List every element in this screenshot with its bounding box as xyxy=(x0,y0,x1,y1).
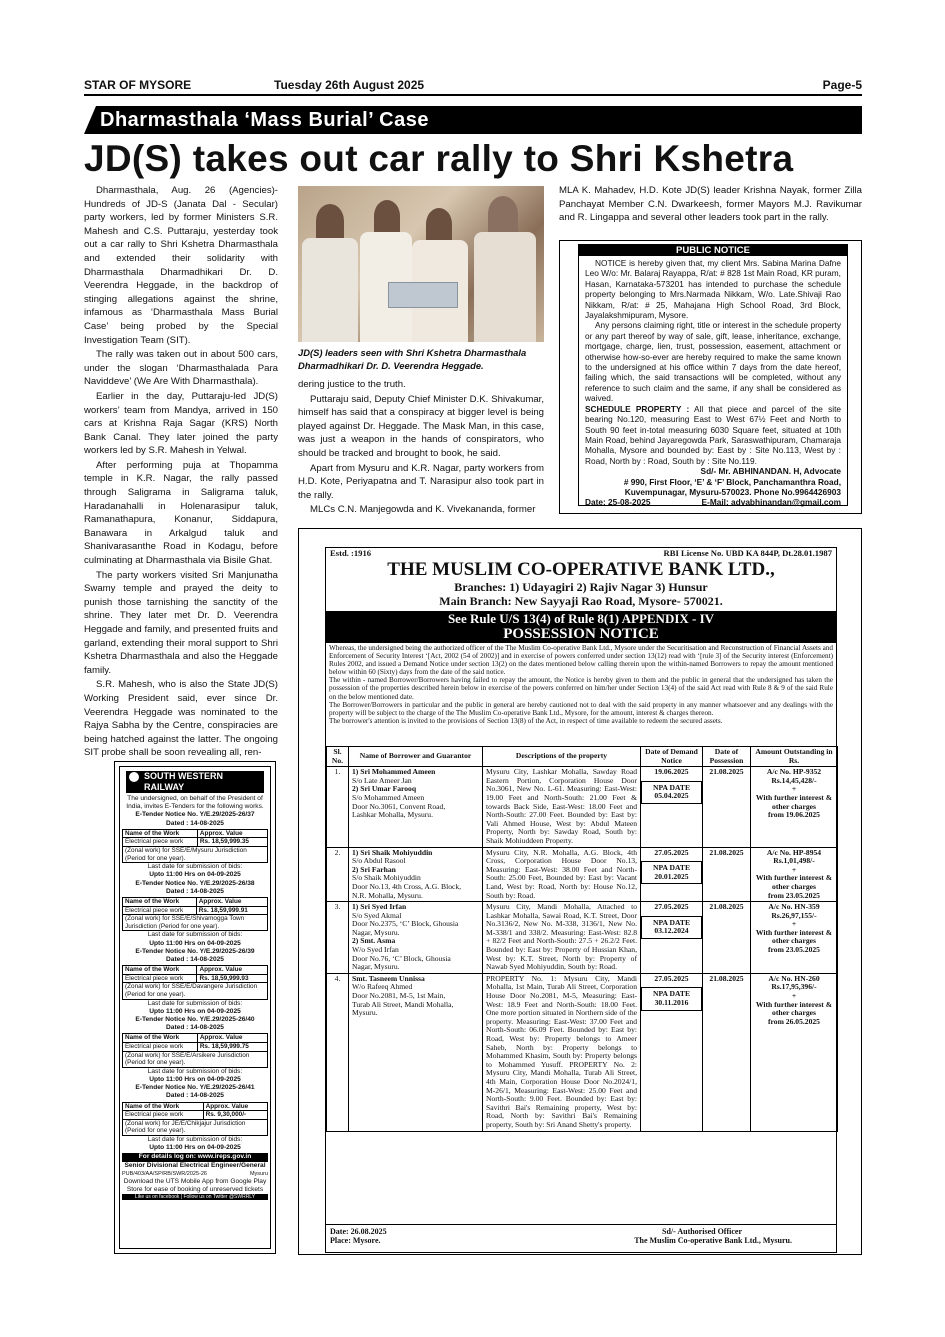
interest-from: from 19.06.2025 xyxy=(768,810,820,820)
story-column-2 xyxy=(298,378,544,518)
tender-value: Rs. 18,59,999.93 xyxy=(197,974,268,983)
story-paragraph: The rally was taken out in about 500 cars, under the slogan ‘Dharmasthalada Para Naviddeve’ (We Are With Dharmasthala). xyxy=(84,349,278,388)
tender-value: Rs. 18,59,999.35 xyxy=(197,838,267,847)
plus-sign: + xyxy=(791,991,797,1001)
borrower-line: Nagar, Mysuru. xyxy=(352,962,400,972)
sl-no: 3. xyxy=(327,902,349,974)
tender-deadline: Upto 11:00 Hrs on 04-09-2025 xyxy=(149,1075,241,1083)
notice-paragraph: The within - named Borrower/Borrowers having failed to repay the amount, the Notice is hereby given to them and the public in general that the undersigned has taken the possession of the properties described herein below in exercise of the powers conferred on him/her under Section 13(4) of the said Act read with Rule 8 & 9 of the said Rule on the below mentioned date. xyxy=(329,676,833,701)
npa-label: NPA DATE xyxy=(652,917,691,927)
npa-label: NPA DATE xyxy=(652,989,691,999)
borrower-line: W/o Syed Irfan xyxy=(352,945,399,955)
story-column-1 xyxy=(84,184,278,761)
interest-from: from 26.05.2025 xyxy=(768,1016,820,1026)
borrower-line: Door No.2081, M-5, 1st Main, xyxy=(352,991,446,1001)
amount-cell xyxy=(751,902,838,974)
col-header: Date of Demand Notice xyxy=(641,747,703,767)
page-header xyxy=(84,78,862,94)
borrower-line: Smt. Tasneem Unnissa xyxy=(352,973,425,983)
account-number: A/c No. HN-260 xyxy=(768,973,820,983)
tender-list xyxy=(122,811,268,1152)
notice-paragraph: Whereas, the undersigned being the authorized officer of the The Muslim Co-operative Bank Ltd., Mysore under the Securitisation and Reconstruction of Financial Assets and Enforcement of Security Interest ‘[Act, 2002 (54 of 2002)] and in exercise of powers conferred under section 13(12) read with ‘[rule 3] of the Security interest (Enforcement) Rules 2002, and issued a Demand Notice under section 13(2) on the dates mentioned below calling therein upon the within-named Borrowers to repay the amount mentioned below within 60 (Sixty) days from the date of the said notice. xyxy=(329,644,833,677)
story-paragraph: S.R. Mahesh, who is also the State JD(S) Working President said, ever since Dr. Veerendra Heggade was nominated to the Rajya Sabha by the Centre, conspiracies are being hatched against the latter. The ongoing SIT probe shall be soon revealing all, ren- xyxy=(84,679,278,759)
tender-item xyxy=(122,1016,268,1084)
account-number: A/c No. HP-8954 xyxy=(766,847,822,857)
possession-date: 21.08.2025 xyxy=(703,767,751,847)
borrower-line: S/o Syed Akmal xyxy=(352,910,402,920)
demand-cell xyxy=(641,973,703,1131)
borrower-line: 2) Sri Umar Farooq xyxy=(352,784,417,794)
npa-date: 03.12.2024 xyxy=(654,926,689,936)
schedule-label: SCHEDULE PROPERTY : xyxy=(585,403,690,414)
rule-line: See Rule U/S 13(4) of Rule 8(1) APPENDIX - IV xyxy=(447,611,715,626)
tender-number: E-Tender Notice No. Y/E.29/2025-26/39 xyxy=(135,947,255,955)
header-rule xyxy=(84,94,862,96)
story-paragraph: After performing puja at Thopamma temple in K.R. Nagar, the rally passed through Saligrama in Saligrama taluk, Haradanahalli in Holenarasipur taluk, Ramanathapura, Konanur, Siddapura, Banawara in Arkalgud taluk and Shanivarasanthe Road in Kodagu, before culminating at Dharmasthala via Bisile Ghat. xyxy=(84,459,278,567)
col-name: Name of the Work xyxy=(123,1102,204,1111)
borrower-table xyxy=(326,746,838,1132)
amount: Rs.1,01,498/- xyxy=(773,856,815,866)
col-value: Approx. Value xyxy=(203,1102,267,1111)
borrower-line: S/o Abdul Rasool xyxy=(352,856,406,866)
railway-sign: Senior Divisional Electrical Engineer/General xyxy=(124,1161,266,1169)
tender-dated: Dated : 14-08-2025 xyxy=(166,887,224,895)
tender-last-date: Last date for submission of bids: xyxy=(147,999,243,1007)
advocate-address: Kuvempunagar, Mysuru-570023. Phone No.9964426903 xyxy=(624,486,841,497)
borrower-line: 1) Sri Syed Irfan xyxy=(352,902,407,912)
tender-desc: (Zonal work) for SSE/E/Davangere Jurisdiction (Period for one year). xyxy=(123,983,268,999)
table-row xyxy=(327,973,838,1131)
col-name: Name of the Work xyxy=(123,829,198,838)
sl-no: 4. xyxy=(327,973,349,1131)
col-header: Name of Borrower and Guarantor xyxy=(349,747,483,767)
story-column-3: MLA K. Mahadev, H.D. Kote JD(S) leader Krishna Nayak, former Zilla Panchayat Member C.N. Dwarkeesh, former Mayors M.J. Ravikumar and R. Lingappa and several other leaders took part in the rally. xyxy=(559,185,862,224)
plus-sign: + xyxy=(791,784,797,794)
story-paragraph: MLCs C.N. Manjegowda and K. Vivekananda, former xyxy=(310,504,536,516)
borrower-line: 1) Sri Shaik Mohiyuddin xyxy=(352,847,433,857)
amount: Rs.14,45,428/- xyxy=(771,775,817,785)
borrower-line: Mysuru. xyxy=(352,1008,378,1018)
account-number: A/c No. HP-9352 xyxy=(766,767,822,777)
borrower-line: S/o Late Ameer Jan xyxy=(352,775,412,785)
col-value: Approx. Value xyxy=(196,898,267,907)
demand-date: 27.05.2025 xyxy=(654,847,689,857)
tender-desc: (Zonal work) for JE/E/Chikjajur Jurisdiction (Period for one year). xyxy=(123,1119,268,1135)
possession-date: 21.08.2025 xyxy=(703,902,751,974)
further-interest: With further interest & other charges xyxy=(755,792,833,811)
notice-heading xyxy=(326,611,836,643)
tender-deadline: Upto 11:00 Hrs on 04-09-2025 xyxy=(149,871,241,879)
news-photo xyxy=(298,186,544,342)
table-row xyxy=(327,767,838,847)
borrower-line: 2) Smt. Asma xyxy=(352,936,396,946)
col-name: Name of the Work xyxy=(123,1034,198,1043)
notice-place: Place: Mysore. xyxy=(330,1236,381,1245)
tender-value: Rs. 9,30,000/- xyxy=(203,1111,267,1120)
railway-details: For details log on: www.ireps.gov.in xyxy=(122,1153,268,1161)
col-header: Descriptions of the property xyxy=(483,747,641,767)
tender-work: Electrical piece work xyxy=(123,974,197,983)
bank-branches: Branches: 1) Udayagiri 2) Rajiv Nagar 3) Hunsur xyxy=(454,580,708,594)
tender-value: Rs. 18,59,999.91 xyxy=(196,906,267,915)
tender-number: E-Tender Notice No. Y/E.29/2025-26/38 xyxy=(135,879,255,887)
amount: Rs.26,97,155/- xyxy=(771,910,817,920)
railway-app: Download the UTS Mobile App from Google Play Store for ease of booking of unreserved tickets xyxy=(123,1177,267,1194)
notice-body xyxy=(329,644,833,725)
tender-last-date: Last date for submission of bids: xyxy=(147,931,243,939)
tender-item xyxy=(122,811,268,879)
tender-work: Electrical piece work xyxy=(123,1042,198,1051)
demand-cell xyxy=(641,767,703,847)
borrower-cell xyxy=(349,973,483,1131)
officer-sign: Sd/- Authorised Officer xyxy=(662,1227,742,1236)
amount-cell xyxy=(751,973,838,1131)
story-paragraph: Puttaraju said, Deputy Chief Minister D.K. Shivakumar, himself has said that a conspiracy at bigger level is being played against Dr. Heggade. The Mask Man, in this case, was just a weapon in the hands of conspirators, who should be tracked and brought to book, he said. xyxy=(298,393,544,459)
col-name: Name of the Work xyxy=(123,898,197,907)
npa-date: 20.01.2025 xyxy=(654,871,689,881)
tender-work: Electrical piece work xyxy=(123,906,197,915)
kicker: Dharmasthala ‘Mass Burial’ Case xyxy=(84,106,862,134)
borrower-line: S/o Mohammed Ameen xyxy=(352,792,425,802)
tender-last-date: Last date for submission of bids: xyxy=(147,863,243,871)
borrower-line: Door No.13, 4th Cross, A.G. Block, xyxy=(352,881,462,891)
amount-cell xyxy=(751,767,838,847)
issue-date: Tuesday 26th August 2025 xyxy=(274,78,425,92)
paper-name: STAR OF MYSORE xyxy=(84,78,192,92)
borrower-line: Door No.76, ‘C’ Block, Ghousia xyxy=(352,953,451,963)
notice-date: Date: 25-08-2025 xyxy=(585,497,651,508)
col-header: Date of Possession xyxy=(703,747,751,767)
railway-social: Like us on facebook | Follow us on Twitter @SWRRLY xyxy=(122,1194,268,1200)
npa-date: 30.11.2016 xyxy=(654,998,689,1008)
tender-dated: Dated : 14-08-2025 xyxy=(166,819,224,827)
tender-desc: (Zonal work) for SSE/E/Shivamogga Town Jurisdiction (Period for one year). xyxy=(123,915,268,931)
possession-title: POSSESSION NOTICE xyxy=(503,626,659,642)
bank-main-branch: Main Branch: New Sayyaji Rao Road, Mysore- 570021. xyxy=(439,594,723,608)
notice-footer xyxy=(326,1224,836,1252)
story-paragraph: Apart from Mysuru and K.R. Nagar, party workers from H.D. Kote, Periyapatna and T. Narasipur also took part in the rally. xyxy=(298,462,544,501)
possession-date: 21.08.2025 xyxy=(703,847,751,902)
further-interest: With further interest & other charges xyxy=(755,927,833,946)
col-header: Sl. No. xyxy=(327,747,349,767)
railway-title: SOUTH WESTERN RAILWAY xyxy=(126,771,264,793)
notice-paragraph: Any persons claiming right, title or interest in the schedule property or any part thereof by way of sale, gift, lease, inheritance, exchange, mortgage, charge, lien, trust, possession, easement, attachment or otherwise how-so-ever are hereby required to make the same known to the undersigned at his office within 7 days from the date hereof, failing which, the said transactions will be completed, without any reference to such claim and the same, if any shall be considered as waived. xyxy=(585,320,841,404)
borrower-line: Nagar, Mysuru. xyxy=(352,927,400,937)
property-desc: Mysuru City, Mandi Mohalla, Attached to Lashkar Mohalla, Sawai Road, K.T. Street, Door No.3136/2, New No. M-338, 3136/1, New No. M-338/1 and 338/2. Measuring: East-West: 82.8 + 82/2 Feet and North-South: 27.5 + 26.2/2 Feet. Bounded by: East by: Property of Hussian Khan, West by: K.T. Street, North by: Property of Nawab Syed Mohiyuddin, South by: Road. xyxy=(483,902,641,974)
tender-value: Rs. 18,59,999.75 xyxy=(197,1042,267,1051)
tender-number: E-Tender Notice No. Y/E.29/2025-26/41 xyxy=(135,1084,255,1092)
notice-date: Date: 26.08.2025 xyxy=(330,1227,387,1236)
borrower-line: W/o Rafeeq Ahmed xyxy=(352,982,413,992)
photo-caption: JD(S) leaders seen with Shri Kshetra Dharmasthala Dharmadhikari Dr. D. Veerendra Heggade. xyxy=(298,347,527,371)
demand-cell xyxy=(641,902,703,974)
advocate-address: # 990, First Floor, ‘E’ & ‘F’ Block, Panchamanthra Road, xyxy=(623,476,841,487)
public-notice-title: PUBLIC NOTICE xyxy=(579,245,847,256)
sl-no: 1. xyxy=(327,767,349,847)
demand-date: 27.05.2025 xyxy=(654,973,689,983)
bank-estd: Estd. :1916 xyxy=(330,548,372,558)
amount-cell xyxy=(751,847,838,902)
borrower-line: Lashkar Mohalla, Mysuru. xyxy=(352,810,433,820)
story-paragraph: Dharmasthala, Aug. 26 (Agencies)- Hundreds of JD-S (Janata Dal - Secular) party workers, led by former Ministers S.R. Mahesh and C.S. Puttaraju, yesterday took out a car rally to Shri Kshetra Dharmasthala and extended their solidarity with Dharmasthala Dharmadhikari Dr. D. Veerendra Heggade, in the backdrop of stinging allegations against the shrine, infamous as ‘Dharmasthala Mass Burial Case’ being probed by the Special Investigation Team (SIT). xyxy=(84,185,278,346)
col-value: Approx. Value xyxy=(197,829,267,838)
tender-last-date: Last date for submission of bids: xyxy=(147,1135,243,1143)
bank-name: THE MUSLIM CO-OPERATIVE BANK LTD., xyxy=(387,559,775,580)
table-row xyxy=(327,902,838,974)
tender-item xyxy=(122,880,268,948)
tender-number: E-Tender Notice No. Y/E.29/2025-26/40 xyxy=(135,1015,255,1023)
bank-possession-notice xyxy=(298,528,862,1255)
notice-paragraph: The Borrower/Borrowers in particular and the public in general are hereby cautioned not to deal with the said property in any manner whatsoever and any dealings with the property will be subject to the charge of the The Muslim Co-operative Bank Ltd., Mysore, for the amount, interest & charges thereon. xyxy=(329,700,833,717)
railway-tender-ad xyxy=(114,761,276,1254)
tender-dated: Dated : 14-08-2025 xyxy=(166,1024,224,1032)
tender-item xyxy=(122,948,268,1016)
further-interest: With further interest & other charges xyxy=(755,999,833,1018)
property-desc: PROPERTY No. 1: Mysuru City, Mandi Mohalla, 1st Main, Turab Ali Street, Corporation House Door No.2081, M-5, Measuring: East-West: 18.9 Feet and North-South: 18.00 Feet. One more portion situated in Northern side of the property. Measuring: East-West: 37.00 Feet and North-South: 06.09 Feet. Bounded by: East by: Road, West by: Property belongs to Ameer Saheb, North by: Property belongs to Mohammed Khasim, South by: Property belongs to Mohammed Yusuff. PROPERTY No. 2: Mysuru City, Mandi Mohalla, Turab Ali Street, 4th Main, Corporation House Door No.2024/1, M-26/1, Measuring: East-West: 25.00 Feet and North-South: 9.00 Feet. Bounded by: East by: Savithri Bai's Remaining property, West by: Road, North by: Savithri Bai's Remaining property, South by: Sri Anand Shetty's property. xyxy=(483,973,641,1131)
borrower-line: S/o Shaik Mohiyuddin xyxy=(352,873,421,883)
tender-work: Electrical piece work xyxy=(123,1111,204,1120)
table-row xyxy=(327,847,838,902)
interest-from: from 23.05.2025 xyxy=(768,945,820,955)
advocate-signature: Sd/- Mr. ABHINANDAN. H, Advocate xyxy=(700,466,841,477)
tender-work: Electrical piece work xyxy=(123,838,198,847)
story-paragraph: Earlier in the day, Puttaraju-led JD(S) workers’ team from Mandya, arrived in 150 cars at Krishna Raja Sagar (KRS) North Bank Canal. They later joined the party workers led by S.R. Mahesh in Yelwal. xyxy=(84,390,278,457)
npa-label: NPA DATE xyxy=(652,863,691,873)
headline: JD(S) takes out car rally to Shri Kshetra xyxy=(84,138,794,179)
interest-from: from 23.05.2025 xyxy=(768,890,820,900)
public-notice xyxy=(578,244,848,506)
borrower-cell xyxy=(349,902,483,974)
account-number: A/c No. HN-359 xyxy=(768,902,820,912)
demand-date: 19.06.2025 xyxy=(654,767,689,777)
railway-ref: PUB/403/AA/SP/RB/SWR/2025-26 xyxy=(122,1170,207,1177)
borrower-line: Turab Ali Street, Mandi Mohalla, xyxy=(352,999,454,1009)
tender-dated: Dated : 14-08-2025 xyxy=(166,955,224,963)
notice-paragraph: NOTICE is hereby given that, my client Mrs. Sabina Marina Dafne Leo W/o: Mr. Balaraj Rayappa, R/at: # 828 1st Main Road, KR puram, Hasan, Karnataka-573201 has intended to purchase the schedule property belonging to Mrs.Narmada Nikkam, W/o. Late.Shivaji Rao Nikkam, R/at: # 25, Mahajana High School Road, 3rd Block, Jayalakshmipuram, Mysore. xyxy=(585,258,841,321)
demand-cell xyxy=(641,847,703,902)
borrower-line: Door No.3061, Convent Road, xyxy=(352,801,446,811)
borrower-line: Door No.2375, ‘C’ Block, Ghousia xyxy=(352,919,459,929)
col-name: Name of the Work xyxy=(123,966,197,975)
bank-license: RBI License No. UBD KA 844P, Dt.28.01.1987 xyxy=(663,548,832,558)
bank-sign: The Muslim Co-operative Bank Ltd., Mysuru. xyxy=(634,1236,792,1245)
property-desc: Mysuru City, Lashkar Mohalla, Sawday Road Eastern Portion, Corporation House Door No.3061, New No. L-61. Measuring: East-West: 19.00 Feet and North-South: 21.00 Feet & towards Back Side, East-West: 18.00 Feet and North-South: 27.00 Feet. Bounded by: East by: Vali Ahmed House, West by: Abdul Mateen Property, North by: Sawday Road, South by: Shaik Mohiuddeen Property. xyxy=(483,767,641,847)
col-value: Approx. Value xyxy=(197,966,268,975)
borrower-cell xyxy=(349,767,483,847)
property-desc: Mysuru City, N.R. Mohalla, A.G. Block, 4th Cross, Corporation House Door No.13, Measuring: East-West: 38.00 Feet and North-South: 25.00 Feet, Bounded by: East by: Vacant Land, West by: Road, North by: House No.12, South by: Road. xyxy=(483,847,641,902)
borrower-line: 2) Sri Farhan xyxy=(352,864,396,874)
tender-dated: Dated : 14-08-2025 xyxy=(166,1092,224,1100)
borrower-line: 1) Sri Mohammed Ameen xyxy=(352,767,436,777)
notice-email: E-Mail: advabhinandan@gmail.com xyxy=(701,497,841,508)
borrower-cell xyxy=(349,847,483,902)
col-value: Approx. Value xyxy=(197,1034,267,1043)
schedule-text: All that piece and parcel of the site bearing No.120, measuring East to West 67½ Feet and North to South 90 feet in-total measuring 6030 Square feet, situated at 10th Main Road, behind Jayaregowda Park, Saraswathipuram, Chamaraja Mohalla, Mysore and bounded by: East by : Site No.113, West by : Road, North by : Road, South by : Site No.119. xyxy=(585,403,841,466)
amount: Rs.17,95,396/- xyxy=(771,982,817,992)
tender-desc: (Zonal work) for SSE/E/Arsikere Jurisdiction (Period for one year). xyxy=(123,1051,268,1067)
npa-date: 05.04.2025 xyxy=(654,791,689,801)
col-header: Amount Outstanding in Rs. xyxy=(751,747,838,767)
tender-deadline: Upto 11:00 Hrs on 04-09-2025 xyxy=(149,1144,241,1152)
tender-deadline: Upto 11:00 Hrs on 04-09-2025 xyxy=(149,1007,241,1015)
tender-number: E-Tender Notice No. Y/E.29/2025-26/37 xyxy=(135,811,255,819)
plus-sign: + xyxy=(791,919,797,929)
notice-paragraph: The borrower's attention is invited to the provisions of Section 13(8) of the Act, in respect of time available to redeem the secured assets. xyxy=(329,716,723,725)
demand-date: 27.05.2025 xyxy=(654,902,689,912)
railway-intro: The undersigned, on behalf of the President of India, invites E-Tenders for the following works. xyxy=(126,795,264,811)
page-number: Page-5 xyxy=(822,78,862,92)
possession-date: 21.08.2025 xyxy=(703,973,751,1131)
story-paragraph: The party workers visited Sri Manjunatha Swamy temple and prayed the deity to punish those tarnishing the sanctity of the shrine. They later met Dr. D. Veerendra Heggade and family, and presented fruits and garland, extending their moral support to Shri Kshetra Dharmasthala and also the Heggade family. xyxy=(84,569,278,676)
plus-sign: + xyxy=(791,864,797,874)
railway-city: Mysuru xyxy=(249,1170,268,1177)
borrower-line: N.R. Mohalla, Mysuru. xyxy=(352,890,423,900)
tender-item xyxy=(122,1084,268,1152)
sl-no: 2. xyxy=(327,847,349,902)
tender-deadline: Upto 11:00 Hrs on 04-09-2025 xyxy=(149,939,241,947)
npa-label: NPA DATE xyxy=(652,782,691,792)
story-paragraph: dering justice to the truth. xyxy=(298,379,406,390)
tender-last-date: Last date for submission of bids: xyxy=(147,1067,243,1075)
further-interest: With further interest & other charges xyxy=(755,873,833,891)
tender-desc: (Zonal work) for SSE/E/Mysuru Jurisdiction (Period for one year). xyxy=(123,847,268,863)
